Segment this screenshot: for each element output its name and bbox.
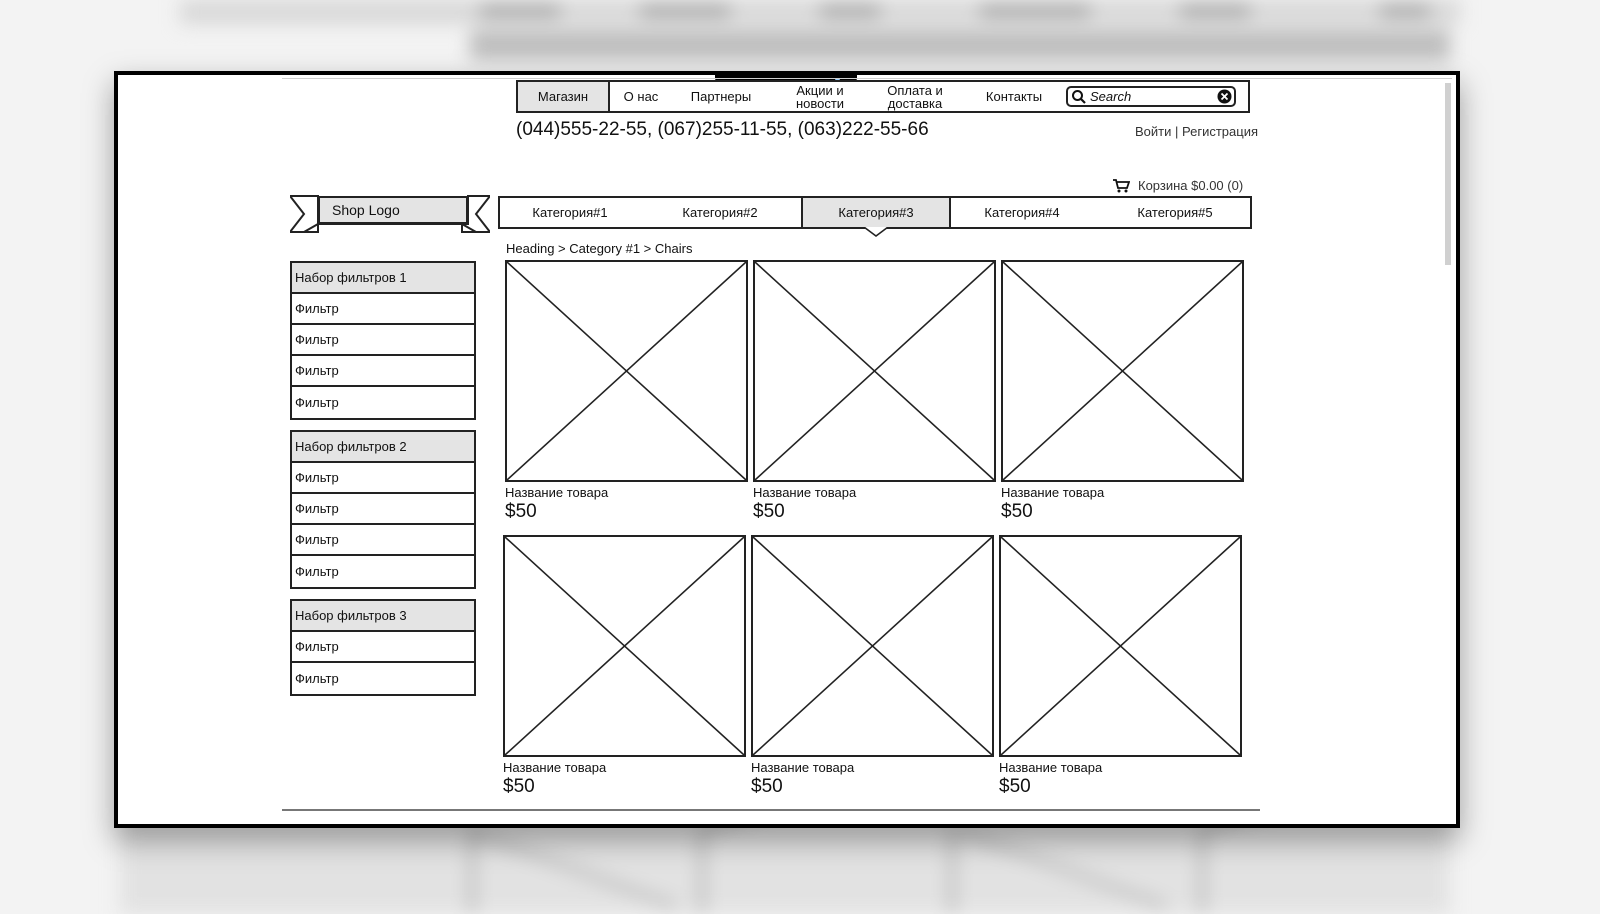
product-card[interactable]: [505, 260, 748, 523]
filter-item[interactable]: Фильтр: [292, 463, 474, 494]
search-icon: [1071, 89, 1087, 105]
shop-logo[interactable]: [290, 194, 490, 236]
filter-group-title[interactable]: Набор фильтров 2: [292, 432, 474, 463]
auth-separator: |: [1174, 124, 1179, 139]
top-nav: [516, 80, 1250, 113]
product-card[interactable]: [999, 535, 1242, 798]
image-placeholder-icon: [753, 260, 996, 482]
top-divider: [282, 78, 1452, 79]
filter-group-title[interactable]: Набор фильтров 1: [292, 263, 474, 294]
filter-item[interactable]: Фильтр: [292, 525, 474, 556]
search-box[interactable]: [1066, 86, 1236, 107]
filter-item[interactable]: Фильтр: [292, 356, 474, 387]
image-placeholder-icon: [505, 260, 748, 482]
image-placeholder-icon: [999, 535, 1242, 757]
category-tab-5[interactable]: Категория#5: [1137, 205, 1213, 220]
product-price: $50: [1001, 501, 1033, 522]
screen-frame: [114, 71, 1460, 828]
cart[interactable]: [1112, 178, 1243, 193]
logo-label: Shop Logo: [318, 196, 468, 224]
clear-search-icon[interactable]: [1217, 89, 1232, 104]
image-placeholder-icon: [751, 535, 994, 757]
filter-item[interactable]: Фильтр: [292, 494, 474, 525]
register-link[interactable]: Регистрация: [1182, 124, 1258, 139]
product-name[interactable]: Название товара: [751, 760, 855, 775]
filter-group-3: [290, 599, 476, 696]
topnav-item-shop[interactable]: Магазин: [518, 82, 610, 111]
product-name[interactable]: Название товара: [1001, 485, 1105, 500]
topnav-item-partners[interactable]: Партнеры: [690, 89, 752, 104]
category-nav: [498, 196, 1252, 229]
category-tab-1[interactable]: Категория#1: [532, 205, 608, 220]
category-tab-3[interactable]: Категория#3: [801, 198, 951, 227]
category-tab-2[interactable]: Категория#2: [682, 205, 758, 220]
filter-group-2: [290, 430, 476, 589]
product-name[interactable]: Название товара: [505, 485, 609, 500]
product-name[interactable]: Название товара: [503, 760, 607, 775]
product-price: $50: [999, 776, 1031, 797]
filter-item[interactable]: Фильтр: [295, 671, 339, 686]
topnav-item-delivery[interactable]: Оплата и доставка: [887, 82, 943, 111]
bottom-divider: [282, 809, 1260, 811]
search-input[interactable]: Search: [1090, 89, 1132, 104]
filter-group-1: [290, 261, 476, 420]
topnav-item-contacts[interactable]: Контакты: [985, 89, 1043, 104]
filter-item[interactable]: Фильтр: [292, 325, 474, 356]
product-price: $50: [505, 501, 537, 522]
scrollbar[interactable]: [1445, 83, 1451, 265]
cart-summary: Корзина $0.00 (0): [1138, 178, 1244, 193]
product-price: $50: [503, 776, 535, 797]
product-name[interactable]: Название товара: [999, 760, 1103, 775]
auth-links: [1135, 124, 1258, 139]
login-link[interactable]: Войти: [1134, 124, 1172, 139]
filter-item[interactable]: Фильтр: [292, 632, 474, 663]
product-price: $50: [751, 776, 783, 797]
category-tab-4[interactable]: Категория#4: [984, 205, 1060, 220]
image-placeholder-icon: [503, 535, 746, 757]
topnav-item-about[interactable]: О нас: [623, 89, 659, 104]
product-name[interactable]: Название товара: [753, 485, 857, 500]
image-placeholder-icon: [1001, 260, 1244, 482]
active-category-pointer-icon: [864, 227, 888, 237]
product-card[interactable]: [751, 535, 994, 798]
filter-item[interactable]: Фильтр: [295, 395, 339, 410]
breadcrumb: Heading > Category #1 > Chairs: [506, 241, 693, 256]
topnav-item-promos[interactable]: Акции и новости: [795, 82, 845, 111]
phone-numbers: (044)555-22-55, (067)255-11-55, (063)222-55-66: [516, 119, 929, 140]
filter-item[interactable]: Фильтр: [292, 294, 474, 325]
product-price: $50: [753, 501, 785, 522]
product-card[interactable]: [753, 260, 996, 523]
filter-item[interactable]: Фильтр: [295, 564, 339, 579]
filter-group-title[interactable]: Набор фильтров 3: [292, 601, 474, 632]
product-card[interactable]: [1001, 260, 1244, 523]
cart-icon: [1112, 179, 1130, 193]
product-card[interactable]: [503, 535, 746, 798]
